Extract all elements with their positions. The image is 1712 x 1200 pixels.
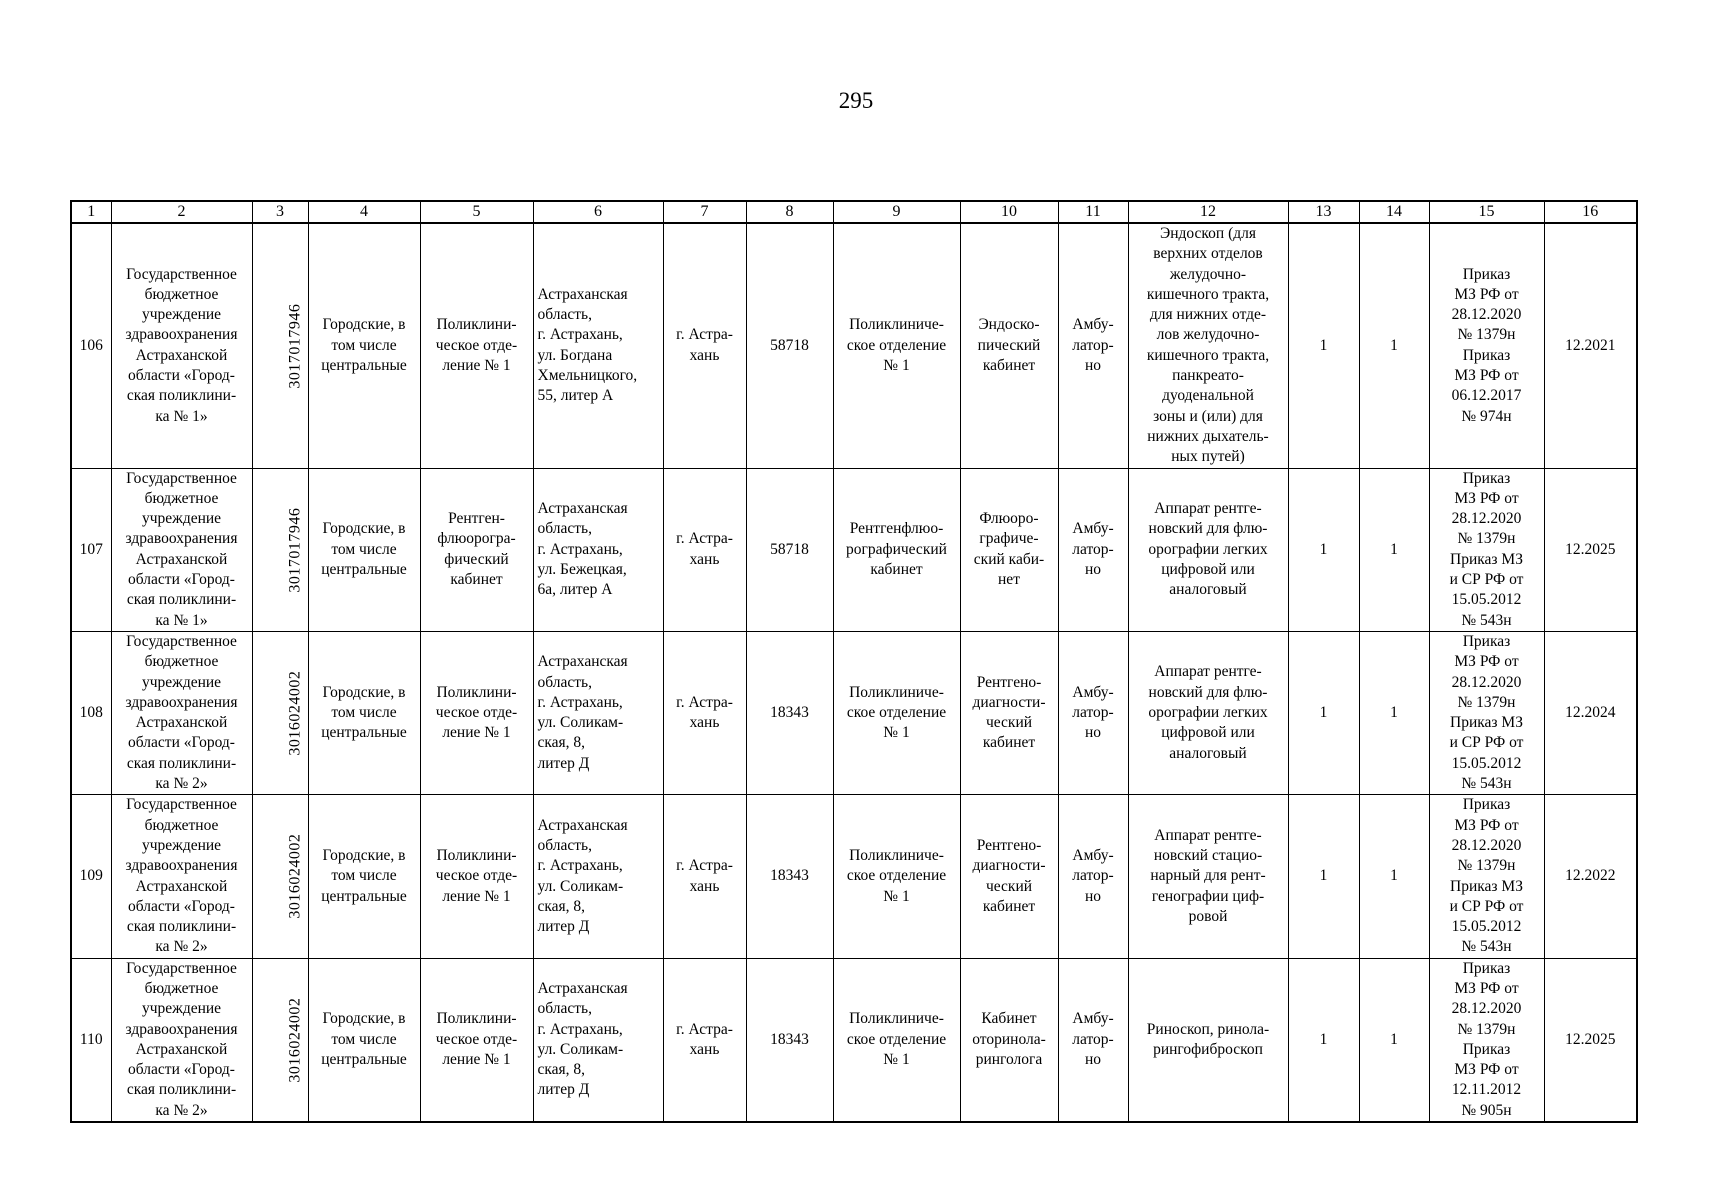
target-date: 12.2021	[1544, 223, 1637, 468]
department-name: Поликлиниче- ское отделение № 1	[833, 795, 960, 958]
quantity-13: 1	[1288, 795, 1359, 958]
organization-name: Государственное бюджетное учреждение здравоохранения Астраханской области «Город- ская поликлини- ка № 2»	[111, 795, 252, 958]
table-header	[71, 201, 1637, 223]
inn-code-text: 3017017946	[285, 507, 303, 593]
address: Астраханская область, г. Астрахань, ул. Бежецкая, 6а, литер А	[533, 468, 663, 631]
subdivision-name: Поликлини- ческое отде- ление № 1	[420, 223, 533, 468]
column-header: 15	[1429, 201, 1544, 223]
inn-code	[252, 468, 308, 631]
city: г. Астра- хань	[663, 468, 746, 631]
column-header: 3	[252, 201, 308, 223]
subdivision-name: Рентген- флюорогра- фический кабинет	[420, 468, 533, 631]
city: г. Астра- хань	[663, 795, 746, 958]
inn-code-text: 3017017946	[285, 303, 303, 389]
care-mode: Амбу- латор- но	[1058, 223, 1128, 468]
column-header: 14	[1359, 201, 1429, 223]
column-header: 5	[420, 201, 533, 223]
inn-code	[252, 631, 308, 794]
inn-code	[252, 223, 308, 468]
column-header: 8	[746, 201, 833, 223]
address: Астраханская область, г. Астрахань, ул. Соликам- ская, 8, литер Д	[533, 795, 663, 958]
oktmo-code: 18343	[746, 958, 833, 1122]
column-header: 13	[1288, 201, 1359, 223]
table-row	[71, 958, 1637, 1122]
header-row	[71, 201, 1637, 223]
row-number: 109	[71, 795, 111, 958]
address: Астраханская область, г. Астрахань, ул. Соликам- ская, 8, литер Д	[533, 631, 663, 794]
care-mode: Амбу- латор- но	[1058, 795, 1128, 958]
equipment-name: Аппарат рентге- новский для флю- орографии легких цифровой или аналоговый	[1128, 631, 1288, 794]
column-header: 6	[533, 201, 663, 223]
inn-code	[252, 958, 308, 1122]
settlement-type: Городские, в том числе центральные	[308, 223, 420, 468]
settlement-type: Городские, в том числе центральные	[308, 468, 420, 631]
quantity-13: 1	[1288, 223, 1359, 468]
quantity-13: 1	[1288, 958, 1359, 1122]
quantity-14: 1	[1359, 958, 1429, 1122]
room-name: Рентгено- диагности- ческий кабинет	[960, 631, 1058, 794]
equipment-name: Аппарат рентге- новский стацио- нарный для рент- генографии циф- ровой	[1128, 795, 1288, 958]
table-row	[71, 223, 1637, 468]
table-row	[71, 631, 1637, 794]
care-mode: Амбу- латор- но	[1058, 468, 1128, 631]
regulatory-orders: Приказ МЗ РФ от 28.12.2020 № 1379н Приказ МЗ РФ от 12.11.2012 № 905н	[1429, 958, 1544, 1122]
inn-code-text: 3016024002	[285, 833, 303, 919]
target-date: 12.2025	[1544, 468, 1637, 631]
care-mode: Амбу- латор- но	[1058, 958, 1128, 1122]
target-date: 12.2024	[1544, 631, 1637, 794]
organization-name: Государственное бюджетное учреждение здравоохранения Астраханской области «Город- ская поликлини- ка № 1»	[111, 468, 252, 631]
column-header: 2	[111, 201, 252, 223]
regulatory-orders: Приказ МЗ РФ от 28.12.2020 № 1379н Приказ МЗ РФ от 06.12.2017 № 974н	[1429, 223, 1544, 468]
column-header: 7	[663, 201, 746, 223]
city: г. Астра- хань	[663, 223, 746, 468]
target-date: 12.2025	[1544, 958, 1637, 1122]
settlement-type: Городские, в том числе центральные	[308, 958, 420, 1122]
oktmo-code: 58718	[746, 223, 833, 468]
room-name: Кабинет оторинола- ринголога	[960, 958, 1058, 1122]
address: Астраханская область, г. Астрахань, ул. Богдана Хмельницкого, 55, литер А	[533, 223, 663, 468]
target-date: 12.2022	[1544, 795, 1637, 958]
department-name: Поликлиниче- ское отделение № 1	[833, 958, 960, 1122]
row-number: 108	[71, 631, 111, 794]
inn-code-text: 3016024002	[285, 997, 303, 1083]
city: г. Астра- хань	[663, 958, 746, 1122]
equipment-name: Аппарат рентге- новский для флю- орографии легких цифровой или аналоговый	[1128, 468, 1288, 631]
subdivision-name: Поликлини- ческое отде- ление № 1	[420, 795, 533, 958]
organization-name: Государственное бюджетное учреждение здравоохранения Астраханской области «Город- ская поликлини- ка № 2»	[111, 631, 252, 794]
oktmo-code: 18343	[746, 631, 833, 794]
table-row	[71, 468, 1637, 631]
table-row	[71, 795, 1637, 958]
column-header: 9	[833, 201, 960, 223]
column-header: 10	[960, 201, 1058, 223]
oktmo-code: 18343	[746, 795, 833, 958]
city: г. Астра- хань	[663, 631, 746, 794]
column-header: 11	[1058, 201, 1128, 223]
page-number: 295	[838, 88, 874, 113]
department-name: Поликлиниче- ское отделение № 1	[833, 631, 960, 794]
oktmo-code: 58718	[746, 468, 833, 631]
inn-code	[252, 795, 308, 958]
quantity-14: 1	[1359, 468, 1429, 631]
subdivision-name: Поликлини- ческое отде- ление № 1	[420, 631, 533, 794]
subdivision-name: Поликлини- ческое отде- ление № 1	[420, 958, 533, 1122]
equipment-name: Риноскоп, ринола- рингофиброскоп	[1128, 958, 1288, 1122]
regulatory-orders: Приказ МЗ РФ от 28.12.2020 № 1379н Приказ МЗ и СР РФ от 15.05.2012 № 543н	[1429, 468, 1544, 631]
inn-code-text: 3016024002	[285, 670, 303, 756]
registry-table	[70, 200, 1638, 1123]
room-name: Флюоро- графиче- ский каби- нет	[960, 468, 1058, 631]
organization-name: Государственное бюджетное учреждение здравоохранения Астраханской области «Город- ская поликлини- ка № 1»	[111, 223, 252, 468]
regulatory-orders: Приказ МЗ РФ от 28.12.2020 № 1379н Приказ МЗ и СР РФ от 15.05.2012 № 543н	[1429, 795, 1544, 958]
equipment-name: Эндоскоп (для верхних отделов желудочно- кишечного тракта, для нижних отде- лов желудочно- кишечного тракта, панкреато- дуоденальной зоны и (или) для нижних дыхатель- ных путей)	[1128, 223, 1288, 468]
row-number: 107	[71, 468, 111, 631]
quantity-13: 1	[1288, 468, 1359, 631]
quantity-13: 1	[1288, 631, 1359, 794]
column-header: 12	[1128, 201, 1288, 223]
column-header: 16	[1544, 201, 1637, 223]
settlement-type: Городские, в том числе центральные	[308, 631, 420, 794]
column-header: 4	[308, 201, 420, 223]
department-name: Рентгенфлюо- рографический кабинет	[833, 468, 960, 631]
address: Астраханская область, г. Астрахань, ул. Соликам- ская, 8, литер Д	[533, 958, 663, 1122]
quantity-14: 1	[1359, 223, 1429, 468]
row-number: 110	[71, 958, 111, 1122]
organization-name: Государственное бюджетное учреждение здравоохранения Астраханской области «Город- ская поликлини- ка № 2»	[111, 958, 252, 1122]
column-header: 1	[71, 201, 111, 223]
regulatory-orders: Приказ МЗ РФ от 28.12.2020 № 1379н Приказ МЗ и СР РФ от 15.05.2012 № 543н	[1429, 631, 1544, 794]
table-body	[71, 223, 1637, 1122]
room-name: Эндоско- пический кабинет	[960, 223, 1058, 468]
row-number: 106	[71, 223, 111, 468]
settlement-type: Городские, в том числе центральные	[308, 795, 420, 958]
department-name: Поликлиниче- ское отделение № 1	[833, 223, 960, 468]
room-name: Рентгено- диагности- ческий кабинет	[960, 795, 1058, 958]
quantity-14: 1	[1359, 795, 1429, 958]
care-mode: Амбу- латор- но	[1058, 631, 1128, 794]
quantity-14: 1	[1359, 631, 1429, 794]
